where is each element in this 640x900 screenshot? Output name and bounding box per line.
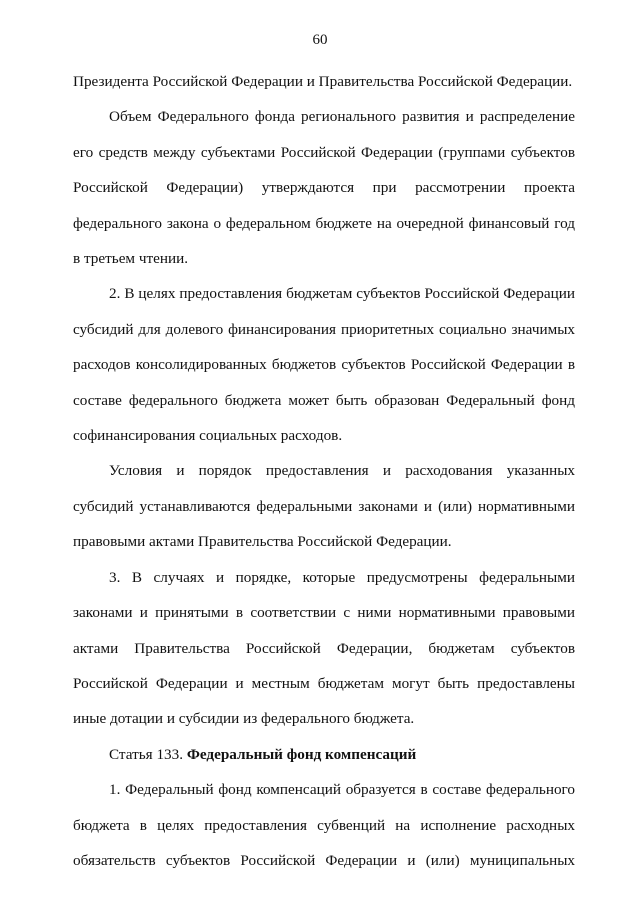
page-number: 60 (312, 32, 328, 48)
paragraph-fund-volume: Объем Федерального фонда регионального развития и распределение его средств между субъектами Российской Федерации (группами субъектов Российской Федерации) утверждаются при рассмотрении проекта федерального закона о федеральном бюджете на очередной финансовый год в третьем чтении. (73, 108, 575, 268)
paragraph-subsidy-conditions: Условия и порядок предоставления и расходования указанных субсидий устанавливаются федеральными законами и (или) нормативными правовыми актами Правительства Российской Федерации. (73, 462, 575, 551)
article-label: Статья 133. (109, 745, 187, 763)
document-body (73, 64, 575, 878)
article-heading (73, 737, 575, 772)
paragraph-continuation: Президента Российской Федерации и Правительства Российской Федерации. (73, 73, 573, 90)
article-title: Федеральный фонд компенсаций (186, 745, 417, 763)
paragraph-article-133-item-1: 1. Федеральный фонд компенсаций образуется в составе федерального бюджета в целях предоставления субвенций на исполнение расходных обязательств субъектов Российской Федерации и (или) муниципальных (73, 781, 575, 869)
paragraph-item-2: 2. В целях предоставления бюджетам субъектов Российской Федерации субсидий для долевого финансирования приоритетных социально значимых расходов консолидированных бюджетов субъектов Российской Федерации в составе федерального бюджета может быть образован Федеральный фонд софинансирования социальных расходов. (73, 285, 575, 445)
paragraph-item-3: 3. В случаях и порядке, которые предусмотрены федеральными законами и принятыми в соответствии с ними нормативными правовыми актами Правительства Российской Федерации, бюджетам субъектов Российской Федерации и местным бюджетам могут быть предоставлены иные дотации и субсидии из федерального бюджета. (73, 568, 575, 728)
